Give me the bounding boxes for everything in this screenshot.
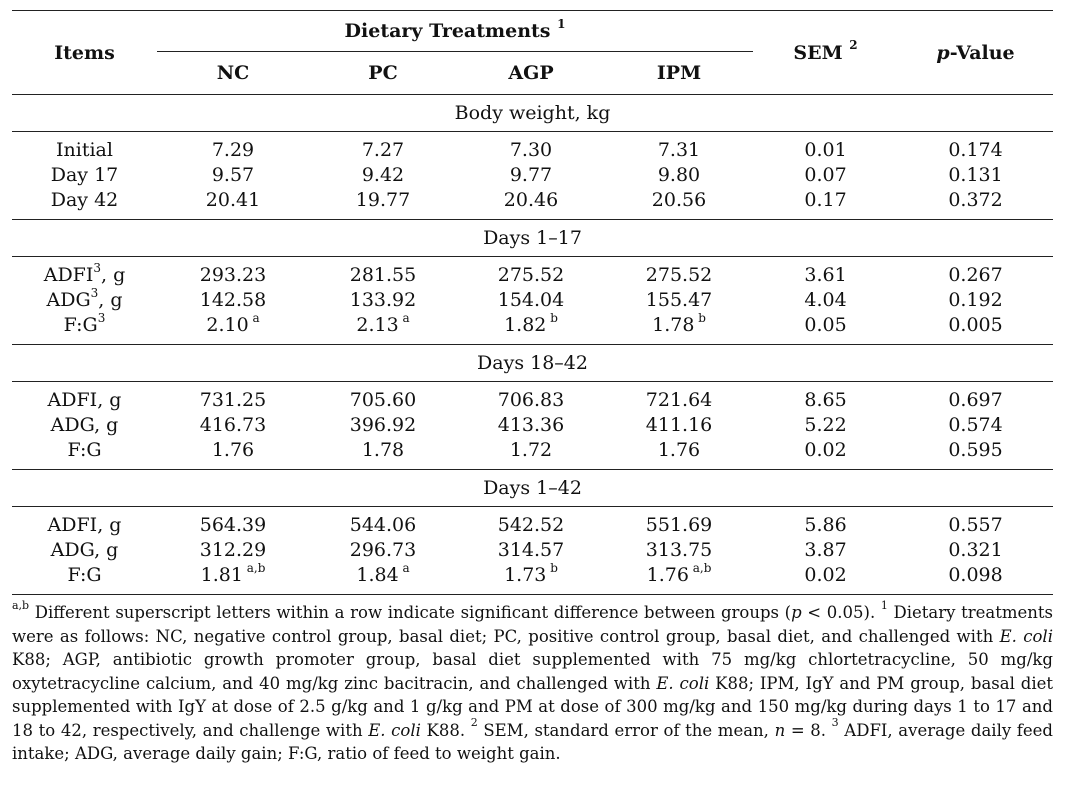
table-row [12, 413, 1053, 438]
table-row [12, 288, 1053, 313]
sem-cell: 0.02 [804, 439, 847, 461]
cell-value: 20.41 [205, 189, 261, 211]
sem-cell: 3.61 [804, 264, 847, 286]
performance-table [12, 10, 1053, 595]
footnote-sup-3: 3 [831, 716, 839, 729]
cell-value: 312.29 [199, 539, 267, 561]
row-label: F:G [67, 439, 102, 461]
sem-header [753, 11, 898, 95]
value-cell-pc [309, 438, 457, 470]
sem-cell: 0.05 [804, 314, 847, 336]
value-cell-ipm [605, 438, 753, 470]
footnote-significance-end: < 0.05). [801, 603, 881, 622]
p-value-cell: 0.005 [948, 314, 1003, 336]
p-value-cell: 0.267 [948, 264, 1003, 286]
section-title: Days 18–42 [477, 352, 588, 374]
p-value-cell: 0.098 [948, 564, 1003, 586]
value-cell-ipm [605, 538, 753, 563]
cell-value: 275.52 [497, 264, 565, 286]
table-row [12, 163, 1053, 188]
cell-value: 721.64 [645, 389, 713, 411]
cell-superscript: b [550, 310, 558, 325]
p-value-header-rest: -Value [949, 41, 1015, 64]
footnote-sem-text: SEM, standard error of the mean, [477, 720, 775, 740]
table-row [12, 563, 1053, 595]
cell-value: 296.73 [349, 539, 417, 561]
value-cell-pc [309, 188, 457, 220]
row-label-sup: 3 [90, 285, 99, 300]
value-cell-ipm [605, 310, 753, 345]
cell-value: 544.06 [349, 514, 417, 536]
value-cell-ipm [605, 288, 753, 313]
value-cell-ipm [605, 257, 753, 289]
value-cell-nc [157, 163, 309, 188]
cell-value: 1.81 [200, 564, 243, 586]
value-cell-agp [457, 163, 605, 188]
value-cell-ipm [605, 413, 753, 438]
row-label-cell [12, 438, 157, 470]
cell-value: 7.27 [361, 139, 405, 161]
table-row [12, 313, 1053, 345]
footnote-sup-1: 1 [880, 598, 888, 612]
table-row [12, 507, 1053, 539]
sem-cell: 5.86 [804, 514, 847, 536]
cell-value: 2.10 [206, 314, 249, 336]
row-label: ADG [46, 289, 91, 311]
cell-value: 413.36 [497, 414, 565, 436]
section-header-row [12, 470, 1053, 507]
p-value-cell: 0.192 [948, 289, 1003, 311]
cell-value: 9.77 [509, 164, 553, 186]
cell-value: 416.73 [199, 414, 267, 436]
sem-cell: 0.07 [804, 164, 847, 186]
p-value-header-italic: p [936, 41, 950, 64]
footnote-ecoli-3: E. coli [368, 720, 421, 740]
p-value-cell: 0.372 [948, 189, 1003, 211]
table-row [12, 257, 1053, 289]
value-cell-nc [157, 413, 309, 438]
cell-value: 20.46 [503, 189, 559, 211]
footnote-treatments-b: K88; AGP, antibiotic growth promoter group, basal diet supplemented with 75 mg/kg chlortetracycline, 50 mg/kg oxytetracycline calcium, and 40 mg/kg zinc bacitracin, and challenged with [12, 650, 1053, 693]
sem-cell: 8.65 [804, 389, 847, 411]
cell-value: 1.76 [211, 439, 255, 461]
row-label: Day 17 [50, 164, 119, 186]
table-body [12, 95, 1053, 595]
value-cell-agp [457, 132, 605, 164]
row-label: ADFI, g [47, 389, 122, 411]
sem-cell: 0.02 [804, 564, 847, 586]
cell-superscript: a [252, 310, 260, 325]
p-value-cell: 0.574 [948, 414, 1003, 436]
row-label-sup: 3 [97, 310, 106, 325]
row-label: ADG, g [50, 539, 119, 561]
sem-cell: 5.22 [804, 414, 847, 436]
value-cell-pc [309, 538, 457, 563]
value-cell-agp [457, 257, 605, 289]
footnote-sup-ab: a,b [12, 598, 30, 612]
row-label-suffix: , g [101, 264, 126, 286]
value-cell-pc [309, 288, 457, 313]
value-cell-pc [309, 560, 457, 595]
cell-value: 564.39 [199, 514, 267, 536]
value-cell-nc [157, 132, 309, 164]
sem-cell: 4.04 [804, 289, 847, 311]
row-label-cell [12, 382, 157, 414]
cell-value: 155.47 [645, 289, 713, 311]
cell-superscript: a [402, 560, 410, 575]
cell-value: 313.75 [645, 539, 713, 561]
cell-value: 542.52 [497, 514, 565, 536]
row-label-cell [12, 285, 157, 313]
footnote-treatments-c: K88; IPM, IgY and PM group, basal diet supplemented with IgY at dose of 2.5 g/kg and 1 g/kg and PM at dose of 300 mg/kg and 150 mg/kg during days 1 to 17 and 18 to 42, respectively, and challenge with [12, 673, 1053, 740]
value-cell-pc [309, 507, 457, 539]
value-cell-agp [457, 438, 605, 470]
footnote-abbreviations-text: ADFI, average daily feed intake; ADG, average daily gain; F:G, ratio of feed to weight gain. [12, 720, 1053, 763]
row-label-cell [12, 413, 157, 438]
header-row-1 [12, 11, 1053, 52]
group-header-agp: AGP [508, 62, 554, 84]
cell-superscript: a,b [246, 560, 266, 575]
cell-value: 7.31 [657, 139, 701, 161]
footnote-treatments-a: Dietary treatments were as follows: NC, negative control group, basal diet; PC, positive control group, basal diet, and challenged with [12, 603, 1054, 646]
sem-cell: 0.01 [804, 139, 847, 161]
row-label: Day 42 [50, 189, 119, 211]
value-cell-nc [157, 310, 309, 345]
table-footnote [12, 598, 1054, 766]
cell-value: 19.77 [355, 189, 411, 211]
value-cell-ipm [605, 188, 753, 220]
value-cell-pc [309, 382, 457, 414]
p-value-cell: 0.595 [948, 439, 1003, 461]
row-label-cell [12, 538, 157, 563]
p-value-header [898, 11, 1053, 95]
cell-value: 154.04 [497, 289, 565, 311]
row-label-sup: 3 [93, 260, 102, 275]
value-cell-nc [157, 507, 309, 539]
value-cell-ipm [605, 163, 753, 188]
value-cell-agp [457, 538, 605, 563]
section-header-row [12, 220, 1053, 257]
row-label: ADFI [43, 264, 94, 286]
cell-value: 7.30 [509, 139, 553, 161]
cell-value: 1.82 [504, 314, 547, 336]
footnote-sem-end: = 8. [785, 720, 832, 740]
table-row [12, 538, 1053, 563]
cell-value: 1.78 [361, 439, 405, 461]
row-label-cell [12, 188, 157, 220]
sem-header-label: SEM [793, 41, 843, 64]
cell-value: 706.83 [497, 389, 565, 411]
row-label-cell [12, 310, 157, 345]
cell-value: 411.16 [645, 414, 713, 436]
cell-superscript: b [550, 560, 558, 575]
value-cell-nc [157, 288, 309, 313]
cell-superscript: a,b [692, 560, 712, 575]
value-cell-pc [309, 257, 457, 289]
group-header-ipm: IPM [656, 62, 702, 84]
value-cell-nc [157, 438, 309, 470]
value-cell-agp [457, 188, 605, 220]
table-row [12, 188, 1053, 220]
group-header-pc: PC [368, 62, 398, 84]
table-container [12, 10, 1053, 766]
items-header [12, 11, 157, 95]
cell-value: 551.69 [645, 514, 713, 536]
cell-value: 1.76 [646, 564, 689, 586]
cell-value: 20.56 [651, 189, 707, 211]
section-title: Body weight, kg [454, 102, 611, 124]
p-value-cell: 0.697 [948, 389, 1003, 411]
p-value-cell: 0.321 [948, 539, 1003, 561]
value-cell-pc [309, 132, 457, 164]
row-label-cell [12, 132, 157, 164]
cell-value: 1.76 [657, 439, 701, 461]
table-row [12, 132, 1053, 164]
value-cell-nc [157, 560, 309, 595]
table-row [12, 382, 1053, 414]
group-header-nc: NC [216, 62, 250, 84]
section-title: Days 1–17 [483, 227, 582, 249]
section-title: Days 1–42 [483, 477, 582, 499]
value-cell-agp [457, 288, 605, 313]
section-header-row [12, 345, 1053, 382]
cell-value: 275.52 [645, 264, 713, 286]
cell-value: 1.84 [356, 564, 399, 586]
cell-value: 133.92 [349, 289, 417, 311]
cell-value: 731.25 [199, 389, 267, 411]
value-cell-nc [157, 257, 309, 289]
cell-value: 705.60 [349, 389, 417, 411]
row-label: Initial [56, 139, 113, 161]
row-label-cell [12, 257, 157, 289]
p-value-cell: 0.174 [948, 139, 1003, 161]
value-cell-agp [457, 560, 605, 595]
footnote-ecoli-2: E. coli [656, 673, 710, 693]
row-label: ADG, g [50, 414, 119, 436]
value-cell-pc [309, 163, 457, 188]
cell-value: 396.92 [349, 414, 417, 436]
cell-value: 2.13 [356, 314, 399, 336]
cell-value: 142.58 [199, 289, 267, 311]
cell-superscript: b [698, 310, 706, 325]
footnote-treatments-d: K88. [420, 720, 471, 740]
value-cell-nc [157, 382, 309, 414]
value-cell-nc [157, 538, 309, 563]
value-cell-agp [457, 310, 605, 345]
row-label-cell [12, 163, 157, 188]
row-label-suffix: , g [98, 289, 123, 311]
footnote-sup-2: 2 [470, 716, 478, 729]
p-value-cell: 0.557 [948, 514, 1003, 536]
footnote-significance-text: Different superscript letters within a row indicate significant difference between groups ( [29, 603, 792, 622]
row-label-cell [12, 563, 157, 595]
value-cell-pc [309, 310, 457, 345]
row-label: F:G [67, 564, 102, 586]
cell-value: 9.42 [361, 164, 405, 186]
cell-value: 1.78 [652, 314, 695, 336]
dietary-treatments-header [157, 11, 753, 52]
value-cell-agp [457, 507, 605, 539]
value-cell-agp [457, 413, 605, 438]
cell-value: 9.80 [657, 164, 701, 186]
cell-superscript: a [402, 310, 410, 325]
cell-value: 293.23 [199, 264, 267, 286]
value-cell-ipm [605, 132, 753, 164]
cell-value: 1.73 [504, 564, 547, 586]
table-row [12, 438, 1053, 470]
footnote-ecoli-1: E. coli [999, 626, 1053, 646]
items-header-label: Items [54, 41, 115, 64]
value-cell-agp [457, 382, 605, 414]
p-value-cell: 0.131 [948, 164, 1003, 186]
footnote-n-italic: n [774, 720, 786, 740]
sem-header-sup: 2 [849, 38, 858, 53]
value-cell-pc [309, 413, 457, 438]
cell-value: 1.72 [509, 439, 553, 461]
cell-value: 281.55 [349, 264, 417, 286]
value-cell-ipm [605, 560, 753, 595]
dietary-treatments-label: Dietary Treatments [344, 20, 551, 42]
value-cell-nc [157, 188, 309, 220]
value-cell-ipm [605, 507, 753, 539]
section-header-row [12, 95, 1053, 132]
cell-value: 314.57 [497, 539, 565, 561]
row-label: ADFI, g [47, 514, 122, 536]
cell-value: 7.29 [211, 139, 255, 161]
row-label: F:G [63, 314, 98, 336]
footnote-p-italic: p [791, 603, 802, 622]
cell-value: 9.57 [211, 164, 255, 186]
value-cell-ipm [605, 382, 753, 414]
dietary-treatments-sup: 1 [557, 16, 566, 31]
row-label-cell [12, 507, 157, 539]
sem-cell: 3.87 [804, 539, 847, 561]
sem-cell: 0.17 [804, 189, 847, 211]
